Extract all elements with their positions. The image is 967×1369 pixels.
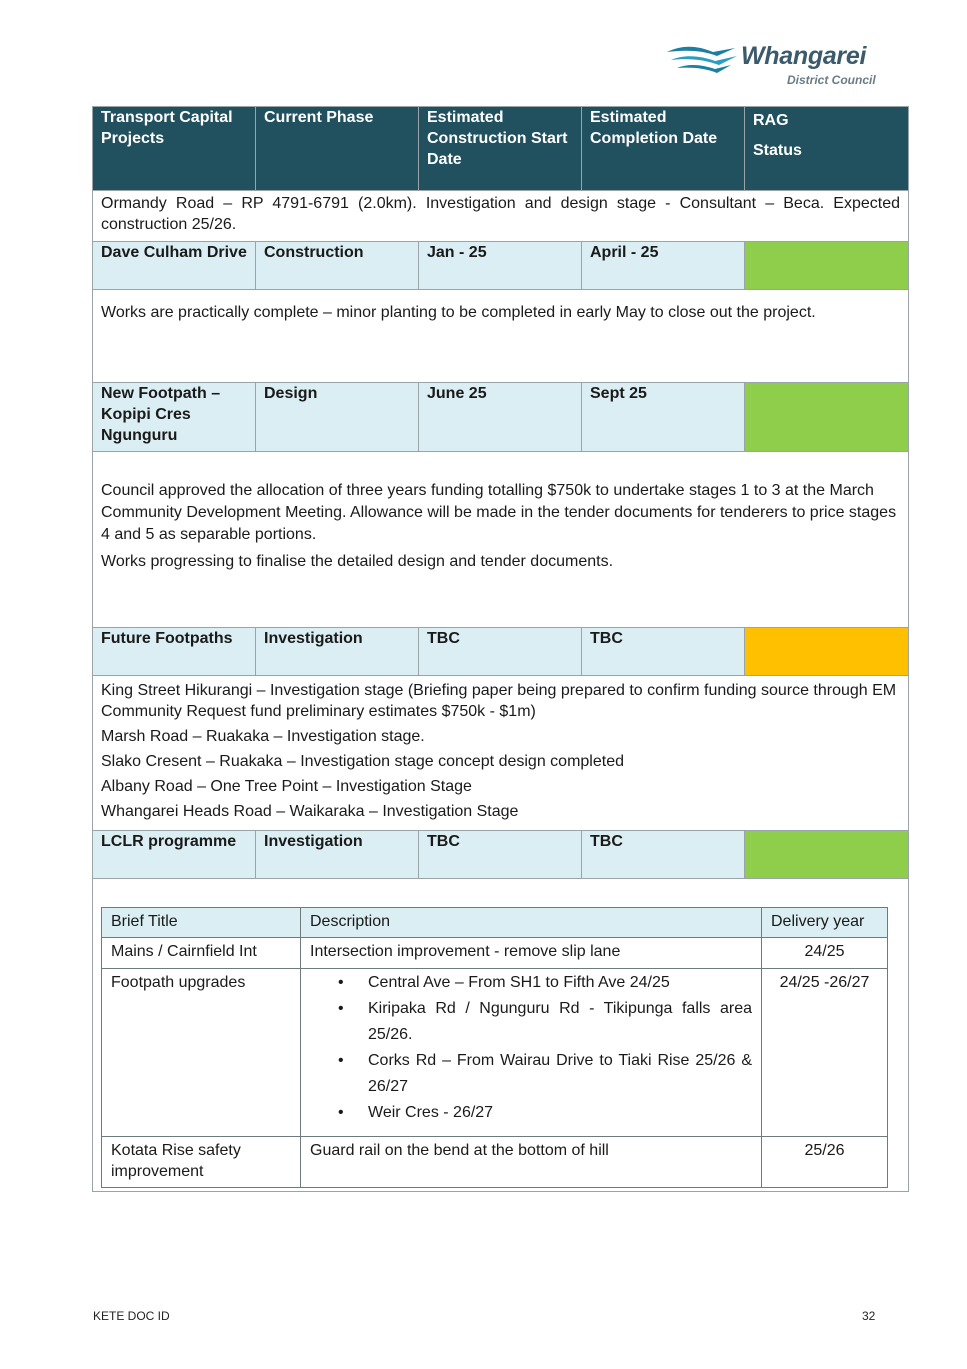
rag-status-green	[745, 242, 909, 290]
lclr-title: Mains / Cairnfield Int	[102, 938, 301, 969]
header-projects: Transport Capital Projects	[93, 107, 256, 191]
list-item: • Kiripaka Rd / Ngunguru Rd - Tikipunga falls area 25/26.	[310, 996, 752, 1048]
project-notes-row	[93, 452, 909, 628]
lclr-description: Intersection improvement - remove slip lane	[301, 938, 762, 969]
lclr-description	[301, 969, 762, 1137]
project-note: Works are practically complete – minor planting to be completed in early May to close out the project.	[101, 304, 816, 321]
header-current-phase: Current Phase	[256, 107, 419, 191]
list-item: • Central Ave – From SH1 to Fifth Ave 24/25	[310, 970, 752, 996]
intro-row	[93, 191, 909, 242]
project-notes-row	[93, 676, 909, 831]
project-note: Marsh Road – Ruakaka – Investigation stage.	[101, 728, 425, 745]
project-phase: Investigation	[256, 831, 419, 879]
header-rag-label: RAG	[753, 112, 789, 129]
wave-logo-icon	[665, 42, 739, 76]
project-completion: April - 25	[582, 242, 745, 290]
lclr-year: 25/26	[762, 1137, 888, 1188]
project-note: Works progressing to finalise the detailed design and tender documents.	[101, 553, 614, 570]
rag-status-green	[745, 383, 909, 452]
project-row	[93, 628, 909, 676]
project-phase: Design	[256, 383, 419, 452]
council-logo	[665, 40, 885, 92]
header-start-date: Estimated Construction Start Date	[419, 107, 582, 191]
project-start: TBC	[419, 628, 582, 676]
header-rag-status	[745, 107, 909, 191]
project-name: New Footpath – Kopipi Cres Ngunguru	[93, 383, 256, 452]
header-status-label: Status	[753, 142, 802, 159]
lclr-header-row	[102, 908, 888, 938]
lclr-title: Footpath upgrades	[102, 969, 301, 1137]
lclr-row	[102, 938, 888, 969]
project-notes-row	[93, 290, 909, 383]
lclr-description: Guard rail on the bend at the bottom of hill	[301, 1137, 762, 1188]
project-start: TBC	[419, 831, 582, 879]
rag-status-green	[745, 831, 909, 879]
logo-subtitle: District Council	[787, 73, 876, 87]
lclr-title: Kotata Rise safety improvement	[102, 1137, 301, 1188]
lclr-programme-table	[101, 907, 888, 1188]
lclr-year: 24/25	[762, 938, 888, 969]
lclr-row	[102, 969, 888, 1137]
project-completion: Sept 25	[582, 383, 745, 452]
project-row	[93, 383, 909, 452]
table-header-row	[93, 107, 909, 191]
header-completion-date: Estimated Completion Date	[582, 107, 745, 191]
project-start: June 25	[419, 383, 582, 452]
footer-page-number: 32	[862, 1309, 876, 1323]
project-completion: TBC	[582, 628, 745, 676]
project-note: Slako Cresent – Ruakaka – Investigation stage concept design completed	[101, 753, 624, 770]
list-item: • Weir Cres - 26/27	[310, 1100, 752, 1126]
footpath-upgrades-list	[310, 970, 752, 1126]
rag-status-amber	[745, 628, 909, 676]
project-name: LCLR programme	[93, 831, 256, 879]
lclr-table-row	[93, 879, 909, 1192]
project-note: Council approved the allocation of three years funding totalling $750k to undertake stages 1 to 3 at the March Community Development Meeting. Allowance will be made in the tender documents for tenderers to price stages 4 and 5 as separable portions.	[101, 482, 897, 543]
lclr-year: 24/25 -26/27	[762, 969, 888, 1137]
project-start: Jan - 25	[419, 242, 582, 290]
project-completion: TBC	[582, 831, 745, 879]
intro-text: Ormandy Road – RP 4791-6791 (2.0km). Investigation and design stage - Consultant – Beca. Expected construction 25/26.	[101, 195, 900, 233]
project-note: Albany Road – One Tree Point – Investigation Stage	[101, 778, 472, 795]
project-note: Whangarei Heads Road – Waikaraka – Investigation Stage	[101, 803, 519, 820]
project-row	[93, 831, 909, 879]
lclr-header-description: Description	[301, 908, 762, 938]
footer-doc-id: KETE DOC ID	[93, 1309, 170, 1323]
project-row	[93, 242, 909, 290]
project-phase: Construction	[256, 242, 419, 290]
lclr-header-delivery: Delivery year	[762, 908, 888, 938]
project-phase: Investigation	[256, 628, 419, 676]
list-item: • Corks Rd – From Wairau Drive to Tiaki Rise 25/26 & 26/27	[310, 1048, 752, 1100]
project-note: King Street Hikurangi – Investigation stage (Briefing paper being prepared to confirm funding source through EM Community Request fund preliminary estimates $750k - $1m)	[101, 682, 897, 720]
logo-name: Whangarei	[741, 42, 867, 70]
lclr-header-title: Brief Title	[102, 908, 301, 938]
project-name: Future Footpaths	[93, 628, 256, 676]
lclr-row	[102, 1137, 888, 1188]
project-name: Dave Culham Drive	[93, 242, 256, 290]
transport-projects-table	[92, 106, 909, 1192]
